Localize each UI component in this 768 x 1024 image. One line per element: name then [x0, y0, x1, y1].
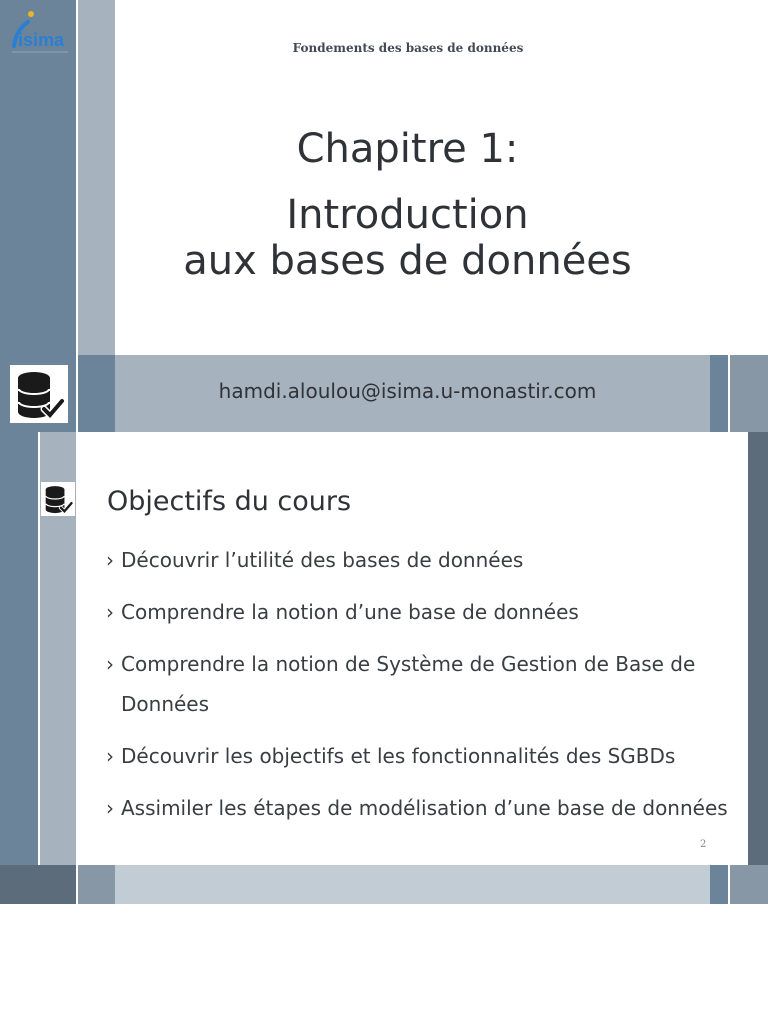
- bottom-band-dark: [0, 865, 76, 904]
- database-check-icon: [10, 365, 68, 423]
- bottom-band-main: [115, 865, 710, 904]
- list-item: [106, 788, 746, 828]
- database-check-icon: [41, 482, 75, 516]
- objectives-list: [106, 540, 746, 840]
- band-mid-block: [78, 355, 115, 432]
- objectives-heading: Objectifs du cours: [107, 486, 352, 517]
- bullet-marker: ›: [106, 744, 114, 768]
- slide2-left-sidebar: [0, 432, 38, 865]
- course-header: Fondements des bases de données: [292, 41, 524, 55]
- bullet-marker: ›: [106, 600, 114, 624]
- bullet-marker: ›: [106, 652, 114, 676]
- list-item: [106, 644, 746, 724]
- list-item: [106, 540, 746, 580]
- band-right-block-dark: [710, 355, 728, 432]
- bottom-band-mid: [78, 865, 115, 904]
- subtitle-line-2: aux bases de données: [183, 238, 632, 285]
- list-item: [106, 592, 746, 632]
- slide1-left-sidebar-light: [78, 0, 115, 355]
- isima-logo: [4, 8, 72, 56]
- list-item-text: Comprendre la notion de Système de Gestion de Base de Données: [121, 652, 696, 716]
- chapter-title: Chapitre 1:: [296, 126, 519, 172]
- author-email[interactable]: hamdi.aloulou@isima.u-monastir.com: [218, 379, 597, 403]
- bottom-band-right-light: [730, 865, 768, 904]
- list-item-text: Découvrir l’utilité des bases de données: [121, 548, 524, 572]
- band-right-block-light: [730, 355, 768, 432]
- list-item-text: Découvrir les objectifs et les fonctionnalités des SGBDs: [121, 744, 676, 768]
- list-item: [106, 736, 746, 776]
- list-item-text: Assimiler les étapes de modélisation d’une base de données: [121, 796, 728, 820]
- logo-text: isima: [18, 30, 65, 50]
- subtitle-line-1: Introduction: [286, 192, 529, 238]
- slide2-right-bar: [748, 432, 768, 865]
- bottom-band-right-dark: [710, 865, 728, 904]
- slide2-sidebar-divider-2: [76, 432, 78, 865]
- chapter-subtitle: [115, 192, 700, 285]
- bullet-marker: ›: [106, 796, 114, 820]
- bullet-marker: ›: [106, 548, 114, 572]
- list-item-text: Comprendre la notion d’une base de données: [121, 600, 579, 624]
- page-number: 2: [700, 839, 707, 850]
